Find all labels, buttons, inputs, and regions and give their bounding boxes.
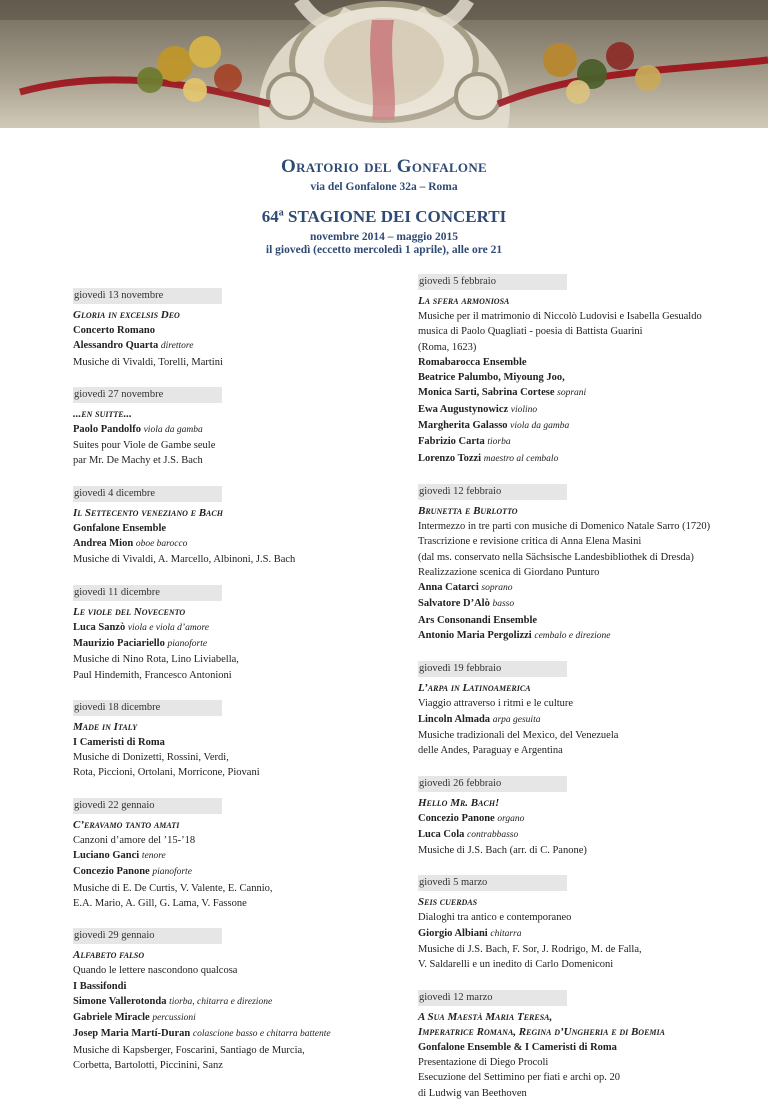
detail-text: Realizzazione scenica di Giordano Punturo (418, 566, 600, 578)
event-date: giovedì 18 dicembre (73, 700, 222, 716)
event-detail-line (418, 385, 733, 401)
event-detail-line (73, 422, 393, 438)
performer-role: percussioni (152, 1013, 196, 1024)
detail-text: Josep Maria Martí-Duran (73, 1028, 191, 1040)
detail-text: Ewa Augustynowicz (418, 403, 509, 415)
event-detail-line (73, 1010, 393, 1026)
event-detail-line (418, 628, 733, 644)
event-date: giovedì 5 febbraio (418, 274, 567, 290)
event-title: Seis cuerdas (418, 896, 478, 909)
performer-role: maestro al cembalo (483, 453, 559, 464)
performer-role: direttore (160, 341, 194, 352)
performer-role: tiorba, chitarra e direzione (169, 996, 273, 1007)
detail-text: Musiche tradizionali del Mexico, del Venezuela (418, 729, 619, 741)
detail-text: Fabrizio Carta (418, 436, 485, 448)
detail-text: Maurizio Paciariello (73, 637, 165, 649)
event-detail-line (73, 864, 393, 880)
detail-text: E.A. Mario, A. Gill, G. Lama, V. Fassone (73, 897, 247, 909)
event-detail-line (73, 636, 393, 652)
detail-text: Dialoghi tra antico e contemporaneo (418, 912, 572, 924)
detail-text: Luciano Ganci (73, 850, 140, 862)
event-detail-line (73, 652, 393, 667)
event-detail-line (418, 580, 733, 596)
detail-text: Paolo Pandolfo (73, 423, 141, 435)
event-detail-line (418, 910, 733, 925)
event-entry (418, 776, 733, 859)
event-detail-line (73, 979, 393, 994)
performer-role: colascione basso e chitarra battente (192, 1029, 331, 1040)
performer-role: soprano (481, 583, 513, 594)
detail-text: Lorenzo Tozzi (418, 452, 482, 464)
detail-text: Beatrice Palumbo, Miyoung Joo, (418, 372, 565, 384)
event-title: C’eravamo tanto amati (73, 818, 180, 831)
event-detail-line (73, 1058, 393, 1073)
performer-role: viola da gamba (510, 421, 570, 432)
right-column-events (418, 274, 733, 1118)
event-detail-line (418, 1086, 733, 1101)
event-detail-line (418, 370, 733, 385)
detail-text: Concezio Panone (73, 866, 150, 878)
event-title: ...en suitte... (73, 407, 132, 420)
performer-role: viola e viola d’amore (127, 622, 210, 633)
event-detail-line (73, 453, 393, 468)
detail-text: Presentazione di Diego Procoli (418, 1056, 549, 1068)
event-detail-line (418, 942, 733, 957)
performer-role: chitarra (490, 928, 522, 939)
detail-text: Antonio Maria Pergolizzi (418, 630, 532, 642)
event-detail-line (73, 896, 393, 911)
detail-text: Alessandro Quarta (73, 340, 159, 352)
season-number: 64 (261, 207, 279, 226)
venue-title: Oratorio del Gonfalone (280, 156, 487, 177)
detail-text: Gonfalone Ensemble & I Cameristi di Roma (418, 1041, 617, 1053)
detail-text: Musiche di J.S. Bach, F. Sor, J. Rodrigo, M. de Falla, (418, 944, 642, 956)
detail-text: Lincoln Almada (418, 713, 491, 725)
detail-text: Viaggio attraverso i ritmi e le culture (418, 698, 574, 710)
event-detail-line (418, 843, 733, 858)
performer-role: arpa gesuita (492, 714, 541, 725)
event-entry (418, 875, 733, 972)
season-number-suffix: a (278, 207, 284, 219)
event-date: giovedì 22 gennaio (73, 798, 222, 814)
event-detail-line (418, 1040, 733, 1055)
event-detail-line (418, 957, 733, 972)
detail-text: par Mr. De Machy et J.S. Bach (73, 455, 203, 467)
event-detail-line (418, 743, 733, 758)
event-date: giovedì 19 febbraio (418, 661, 567, 677)
performer-role: tiorba (487, 437, 511, 448)
event-date: giovedì 27 novembre (73, 387, 222, 403)
event-entry (418, 484, 733, 644)
detail-text: Musiche di J.S. Bach (arr. di C. Panone) (418, 845, 587, 857)
detail-text: Andrea Mion (73, 538, 134, 550)
detail-text: Suites pour Viole de Gambe seule (73, 440, 216, 452)
event-entry (418, 990, 733, 1101)
event-detail-line (73, 355, 393, 370)
event-entry (73, 585, 393, 683)
event-title: Made in Italy (73, 720, 138, 733)
detail-text: Trascrizione e revisione critica di Anna Elena Masini (418, 536, 642, 548)
performer-role: viola da gamba (143, 424, 203, 435)
event-entry (73, 387, 393, 469)
event-detail-line (418, 613, 733, 628)
fresco-header-image (0, 0, 768, 128)
event-entry (418, 274, 733, 467)
event-detail-line (418, 811, 733, 827)
detail-text: (dal ms. conservato nella Sächsische Landesbibliothek di Dresda) (418, 551, 694, 563)
event-detail-line (418, 418, 733, 434)
event-entry (73, 288, 393, 370)
detail-text: Musiche di E. De Curtis, V. Valente, E. Cannio, (73, 882, 273, 894)
event-detail-line (418, 324, 733, 339)
event-entry (73, 798, 393, 911)
event-detail-line (418, 355, 733, 370)
event-date: giovedì 12 marzo (418, 990, 567, 1006)
event-date: giovedì 26 febbraio (418, 776, 567, 792)
performer-role: cembalo e direzione (534, 631, 611, 642)
detail-text: Musiche di Vivaldi, A. Marcello, Albinoni, J.S. Bach (73, 554, 296, 566)
event-title-line2: Imperatrice Romana, Regina d’Ungheria e di Boemia (418, 1025, 665, 1038)
event-detail-line (418, 696, 733, 711)
event-detail-line (73, 735, 393, 750)
event-detail-line (73, 668, 393, 683)
event-detail-line (418, 340, 733, 355)
detail-text: Canzoni d’amore del ’15-’18 (73, 834, 196, 846)
season-label: STAGIONE DEI CONCERTI (288, 207, 507, 226)
detail-text: Musiche di Kapsberger, Foscarini, Santiago de Murcia, (73, 1044, 305, 1056)
detail-text: Simone Vallerotonda (73, 995, 167, 1007)
event-detail-line (418, 402, 733, 418)
event-entry (73, 486, 393, 568)
detail-text: Concerto Romano (73, 325, 155, 336)
detail-text: Rota, Piccioni, Ortolani, Morricone, Piovani (73, 767, 260, 779)
event-detail-line (73, 438, 393, 453)
event-detail-line (73, 323, 393, 338)
event-date: giovedì 29 gennaio (73, 928, 222, 944)
performer-role: soprani (557, 388, 587, 399)
detail-text: Musiche di Vivaldi, Torelli, Martini (73, 356, 223, 368)
venue-address: via del Gonfalone 32a – Roma (310, 181, 458, 193)
event-detail-line (73, 620, 393, 636)
detail-text: Gabriele Miracle (73, 1012, 150, 1024)
event-detail-line (73, 833, 393, 848)
event-title: Alfabeto falso (73, 949, 145, 962)
detail-text: Esecuzione del Settimino per fiati e archi op. 20 (418, 1072, 621, 1084)
detail-text: Luca Cola (418, 828, 465, 840)
event-detail-line (418, 596, 733, 612)
event-title: Le viole del Novecento (73, 605, 186, 618)
event-date: giovedì 13 novembre (73, 288, 222, 304)
event-detail-line (73, 552, 393, 567)
event-detail-line (73, 1043, 393, 1058)
detail-text: Margherita Galasso (418, 420, 508, 432)
detail-text: Salvatore D’Alò (418, 598, 490, 610)
detail-text: Romabarocca Ensemble (418, 356, 527, 368)
event-date: giovedì 12 febbraio (418, 484, 567, 500)
performer-role: organo (497, 813, 525, 824)
event-detail-line (73, 994, 393, 1010)
event-detail-line (418, 1055, 733, 1070)
concert-season-header (0, 156, 768, 256)
detail-text: Quando le lettere nascondono qualcosa (73, 965, 238, 977)
detail-text: Gonfalone Ensemble (73, 522, 167, 534)
detail-text: Corbetta, Bartolotti, Piccinini, Sanz (73, 1060, 223, 1072)
detail-text: Musiche di Donizetti, Rossini, Verdi, (73, 752, 229, 764)
detail-text: I Cameristi di Roma (73, 736, 165, 748)
detail-text: Ars Consonandi Ensemble (418, 614, 538, 626)
event-detail-line (73, 963, 393, 978)
season-title (0, 207, 768, 227)
detail-text: Giorgio Albiani (418, 927, 488, 939)
event-entry (418, 661, 733, 758)
event-title: Il Settecento veneziano e Bach (73, 506, 223, 519)
event-detail-line (73, 765, 393, 780)
detail-text: V. Saldarelli e un inedito di Carlo Domeniconi (418, 959, 614, 971)
event-detail-line (418, 728, 733, 743)
event-detail-line (418, 565, 733, 580)
event-title: Hello Mr. Bach! (418, 796, 500, 809)
event-date: giovedì 4 dicembre (73, 486, 222, 502)
detail-text: musica di Paolo Quagliati - poesia di Battista Guarini (418, 326, 643, 338)
event-title: Gloria in excelsis Deo (73, 309, 180, 321)
detail-text: delle Andes, Paraguay e Argentina (418, 745, 563, 757)
performer-role: basso (492, 599, 515, 610)
event-title: A Sua Maestà Maria Teresa, (418, 1010, 553, 1023)
event-detail-line (73, 1026, 393, 1042)
season-dates: novembre 2014 – maggio 2015 (309, 231, 458, 243)
event-detail-line (73, 881, 393, 896)
event-date: giovedì 11 dicembre (73, 585, 222, 601)
detail-text: Musiche per il matrimonio di Niccolò Ludovisi e Isabella Gesualdo (418, 311, 702, 322)
performer-role: tenore (141, 851, 166, 862)
detail-text: (Roma, 1623) (418, 341, 477, 353)
detail-text: Concezio Panone (418, 812, 495, 824)
detail-text: I Bassifondi (73, 980, 127, 992)
left-column-events (73, 288, 393, 1090)
detail-text: Luca Sanzò (73, 621, 126, 633)
performer-role: oboe barocco (135, 539, 188, 550)
event-detail-line (418, 712, 733, 728)
performer-role: pianoforte (167, 638, 208, 649)
event-detail-line (418, 926, 733, 942)
event-title: L’arpa in Latinoamerica (418, 682, 531, 695)
performer-role: contrabbasso (467, 829, 519, 840)
event-date: giovedì 5 marzo (418, 875, 567, 891)
event-detail-line (418, 1070, 733, 1085)
season-schedule: il giovedì (eccetto mercoledì 1 aprile), alle ore 21 (265, 244, 503, 256)
detail-text: Anna Catarci (418, 582, 479, 594)
event-entry (73, 928, 393, 1073)
performer-role: pianoforte (152, 867, 192, 878)
detail-text: Monica Sarti, Sabrina Cortese (418, 387, 555, 399)
detail-text: di Ludwig van Beethoven (418, 1087, 527, 1099)
event-title: Brunetta e Burlotto (418, 504, 518, 517)
event-detail-line (418, 534, 733, 549)
detail-text: Intermezzo in tre parti con musiche di Domenico Natale Sarro (1720) (418, 520, 711, 532)
event-detail-line (73, 848, 393, 864)
event-detail-line (73, 521, 393, 536)
event-detail-line (418, 550, 733, 565)
event-detail-line (73, 338, 393, 354)
detail-text: Musiche di Nino Rota, Lino Liviabella, (73, 654, 239, 666)
event-detail-line (418, 451, 733, 467)
event-detail-line (418, 309, 733, 324)
event-detail-line (418, 434, 733, 450)
detail-text: Paul Hindemith, Francesco Antonioni (73, 669, 232, 681)
event-detail-line (418, 519, 733, 534)
event-detail-line (73, 536, 393, 552)
performer-role: violino (510, 404, 538, 415)
event-entry (73, 700, 393, 781)
event-title: La sfera armoniosa (418, 295, 510, 307)
event-detail-line (73, 750, 393, 765)
event-detail-line (418, 827, 733, 843)
